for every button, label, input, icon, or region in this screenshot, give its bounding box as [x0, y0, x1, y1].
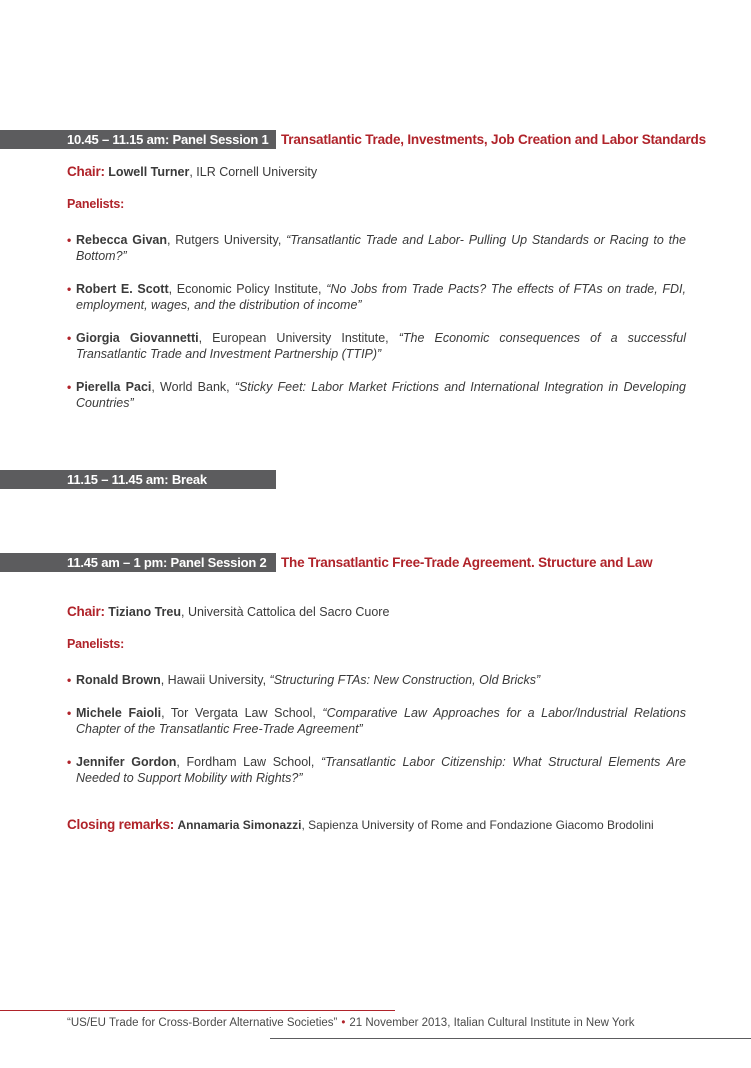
panelist-talk: “Sticky Feet: Labor Market Frictions and International Integration in Developing Countries”: [76, 380, 686, 410]
bullet-icon: •: [67, 755, 72, 769]
panelist-name: Ronald Brown: [76, 673, 161, 687]
bullet-icon: •: [67, 282, 72, 296]
panelist-talk: “No Jobs from Trade Pacts? The effects of FTAs on trade, FDI, employment, wages, and the distribution of income”: [76, 282, 686, 312]
list-item: [67, 379, 686, 411]
panelist-affil: , European University Institute,: [198, 331, 399, 345]
session2-time: 11.45 am – 1 pm: Panel Session 2: [67, 555, 267, 570]
panelist-affil: , Hawaii University,: [160, 673, 270, 687]
session1-panelist-list: [67, 232, 686, 428]
session2-panelists-label: Panelists:: [67, 637, 125, 651]
session2-chair-name: Tiziano Treu: [108, 605, 181, 619]
break-time: 11.15 – 11.45 am: Break: [67, 472, 207, 487]
session2-title: The Transatlantic Free-Trade Agreement. Structure and Law: [281, 555, 653, 570]
footer-divider-gray: [270, 1038, 751, 1039]
panelist-talk: “Transatlantic Labor Citizenship: What Structural Elements Are Needed to Support Mobility with Rights?”: [76, 755, 686, 785]
panelist-affil: , World Bank,: [151, 380, 235, 394]
session1-time: 10.45 – 11.15 am: Panel Session 1: [67, 132, 269, 147]
panelist-talk: “Comparative Law Approaches for a Labor/Industrial Relations Chapter of the Transatlantic Free-Trade Agreement”: [76, 706, 686, 736]
panelist-name: Pierella Paci: [76, 380, 152, 394]
closing-label: Closing remarks:: [67, 817, 175, 832]
bullet-icon: •: [67, 331, 72, 345]
list-item: [67, 232, 686, 264]
bullet-icon: •: [67, 233, 72, 247]
panelist-name: Giorgia Giovannetti: [76, 331, 199, 345]
closing-affil: , Sapienza University of Rome and Fondazione Giacomo Brodolini: [301, 818, 654, 832]
session2-chair-line: [67, 604, 389, 619]
panelist-name: Jennifer Gordon: [76, 755, 177, 769]
panelist-name: Robert E. Scott: [76, 282, 169, 296]
session1-chair-affil: , ILR Cornell University: [189, 165, 318, 179]
list-item: [67, 672, 686, 688]
panelist-talk: “Transatlantic Trade and Labor- Pulling Up Standards or Racing to the Bottom?”: [76, 233, 686, 263]
footer-date-place: 21 November 2013, Italian Cultural Institute in New York: [349, 1017, 635, 1029]
panelist-affil: , Rutgers University,: [166, 233, 287, 247]
session1-time-bar: [0, 130, 276, 149]
bullet-icon: •: [67, 673, 72, 687]
session1-panelists-label: Panelists:: [67, 197, 125, 211]
session2-panelist-list: [67, 672, 686, 803]
panelist-talk: “The Economic consequences of a successful Transatlantic Trade and Investment Partnership (TTIP)”: [76, 331, 687, 361]
panelist-name: Rebecca Givan: [76, 233, 167, 247]
list-item: [67, 281, 686, 313]
closing-name: Annamaria Simonazzi: [177, 818, 302, 832]
closing-remarks-line: [67, 817, 654, 832]
bullet-icon: •: [67, 380, 72, 394]
session1-chair-label: Chair:: [67, 164, 105, 179]
session2-time-bar: [0, 553, 276, 572]
footer-event: “US/EU Trade for Cross-Border Alternative Societies”: [67, 1017, 338, 1029]
panelist-talk: “Structuring FTAs: New Construction, Old Bricks”: [269, 673, 541, 687]
session1-chair-name: Lowell Turner: [108, 165, 190, 179]
break-time-bar: [0, 470, 276, 489]
panelist-affil: , Economic Policy Institute,: [168, 282, 327, 296]
bullet-icon: •: [67, 706, 72, 720]
list-item: [67, 330, 686, 362]
panelist-affil: , Fordham Law School,: [176, 755, 322, 769]
footer-separator: •: [341, 1017, 346, 1029]
session1-chair-line: [67, 164, 317, 179]
panelist-name: Michele Faioli: [76, 706, 162, 720]
list-item: [67, 705, 686, 737]
session1-title: Transatlantic Trade, Investments, Job Creation and Labor Standards: [281, 132, 706, 147]
footer: [67, 1017, 635, 1029]
footer-divider-red: [0, 1010, 395, 1011]
list-item: [67, 754, 686, 786]
session2-chair-affil: , Università Cattolica del Sacro Cuore: [181, 605, 390, 619]
panelist-affil: , Tor Vergata Law School,: [161, 706, 323, 720]
session2-chair-label: Chair:: [67, 604, 105, 619]
